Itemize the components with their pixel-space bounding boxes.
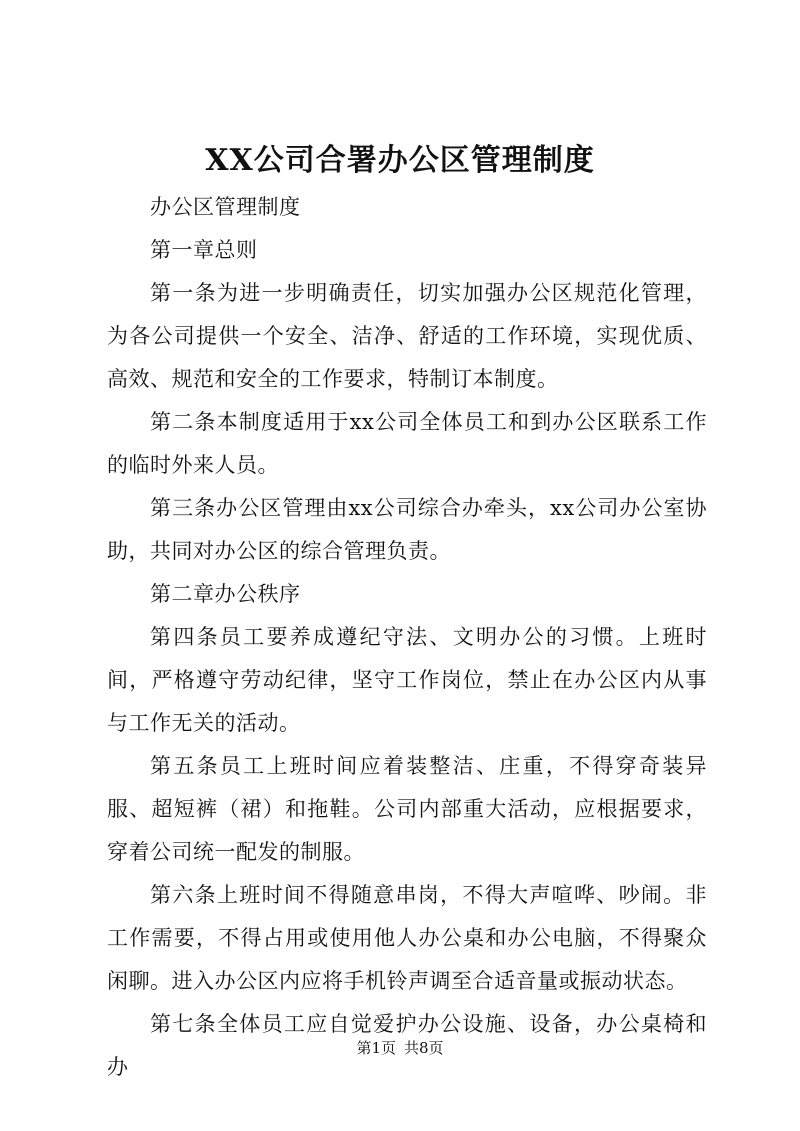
article-paragraph: 第二条本制度适用于xx公司全体员工和到办公区联系工作的临时外来人员。	[107, 410, 707, 477]
page-number: 第1页	[356, 1039, 396, 1057]
chapter-heading: 第一章总则	[150, 238, 258, 262]
page-footer	[0, 1036, 800, 1060]
article-paragraph: 第三条办公区管理由xx公司综合办牵头，xx公司办公室协助，共同对办公区的综合管理负责。	[107, 496, 707, 563]
article-paragraph: 第一条为进一步明确责任，切实加强办公区规范化管理，为各公司提供一个安全、洁净、舒适的工作环境，实现优质、高效、规范和安全的工作要求，特制订本制度。	[107, 281, 707, 391]
document-title: XX公司合署办公区管理制度	[205, 143, 595, 178]
article-paragraph: 第四条员工要养成遵纪守法、文明办公的习惯。上班时间，严格遵守劳动纪律，坚守工作岗位，禁止在办公区内从事与工作无关的活动。	[107, 625, 707, 735]
article-paragraph: 第五条员工上班时间应着装整洁、庄重，不得穿奇装异服、超短裤（裙）和拖鞋。公司内部重大活动，应根据要求，穿着公司统一配发的制服。	[107, 754, 707, 864]
article-paragraph: 第七条全体员工应自觉爱护办公设施、设备，办公桌椅和办	[107, 1012, 707, 1079]
article-paragraph: 第六条上班时间不得随意串岗，不得大声喧哗、吵闹。非工作需要，不得占用或使用他人办公桌和办公电脑，不得聚众闲聊。进入办公区内应将手机铃声调至合适音量或振动状态。	[107, 883, 707, 993]
document-body	[107, 186, 707, 1089]
section-heading: 办公区管理制度	[150, 195, 301, 219]
chapter-heading: 第二章办公秩序	[150, 582, 301, 606]
page-total: 共8页	[404, 1039, 444, 1057]
